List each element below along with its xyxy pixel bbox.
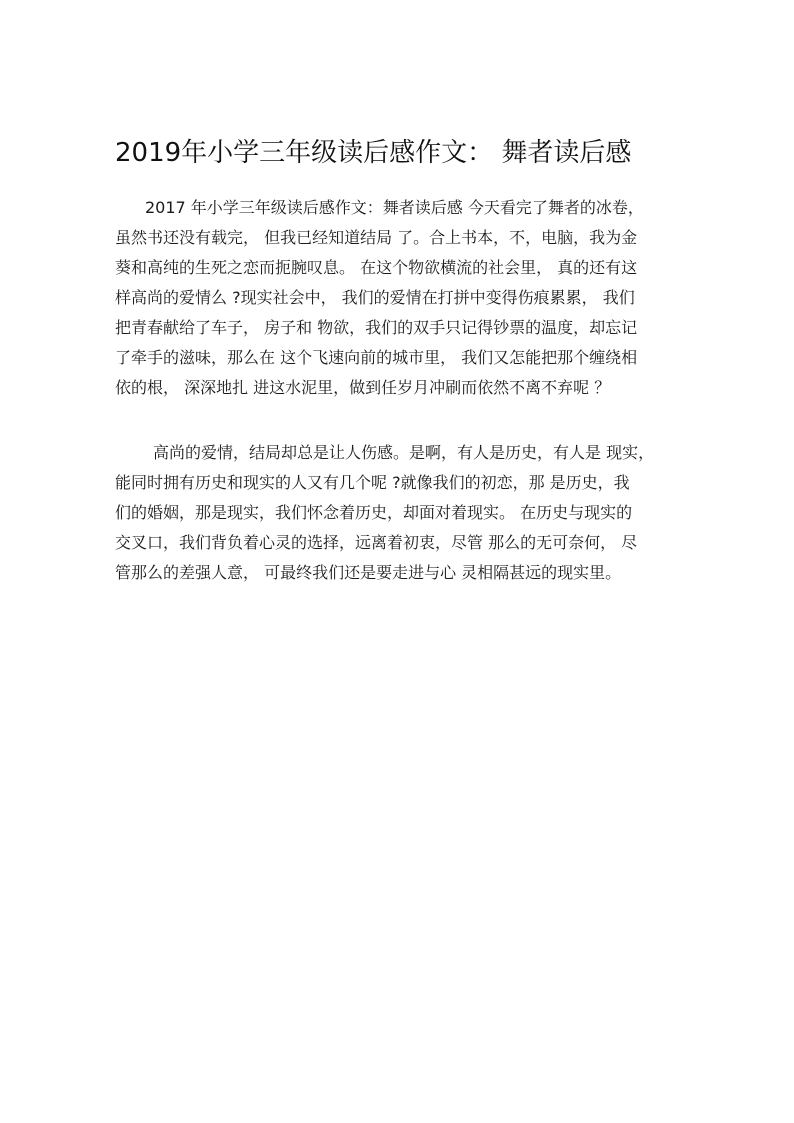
text-line: 高尚的爱情，结局却总是让人伤感。是啊，有人是历史，有人是 现实， (153, 443, 655, 462)
document-title: 2019年小学三年级读后感作文： 舞者读后感 (115, 138, 632, 168)
text-line: 能同时拥有历史和现实的人又有几个呢 ?就像我们的初恋，那 是历史，我 (115, 473, 630, 492)
text-line: 把青春献给了车子， 房子和 物欲，我们的双手只记得钞票的温度，却忘记 (115, 318, 638, 337)
text-line: 们的婚姻，那是现实，我们怀念着历史，却面对着现实。 在历史与现实的 (115, 503, 633, 522)
text-line: 2017 年小学三年级读后感作文：舞者读后感 今天看完了舞者的冰卷， (145, 198, 644, 217)
paragraph-2 (115, 438, 695, 588)
text-line: 葵和高纯的生死之恋而扼腕叹息。 在这个物欲横流的社会里， 真的还有这 (115, 258, 638, 277)
text-line: 交叉口，我们背负着心灵的选择，远离着初衷，尽管 那么的无可奈何， 尽 (115, 533, 638, 552)
text-line: 依的根， 深深地扎 进这水泥里，做到任岁月冲刷而依然不离不弃呢 ？ (115, 378, 611, 397)
text-line: 管那么的差强人意， 可最终我们还是要走进与心 灵相隔甚远的现实里。 (115, 563, 622, 582)
paragraph-1 (115, 193, 695, 403)
text-line: 了牵手的滋味，那么在 这个飞速向前的城市里， 我们又怎能把那个缠绕相 (115, 348, 638, 367)
text-line: 虽然书还没有载完， 但我已经知道结局 了。合上书本，不，电脑，我为金 (115, 228, 638, 247)
text-line: 样高尚的爱情么 ?现实社会中， 我们的爱情在打拼中变得伤痕累累， 我们 (115, 288, 635, 307)
